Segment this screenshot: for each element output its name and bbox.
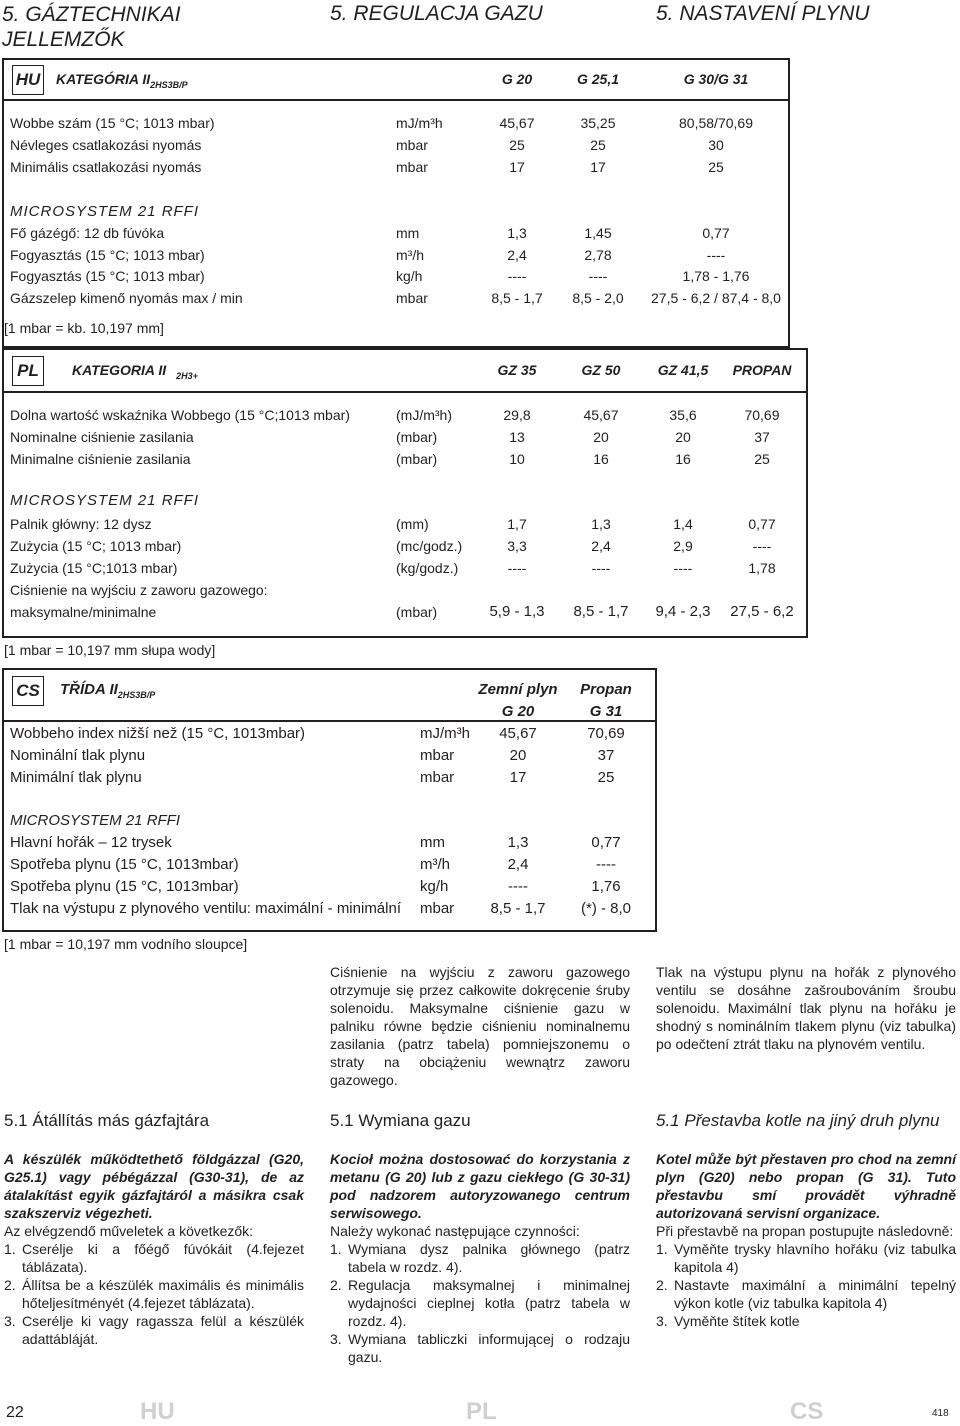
- cs-cell: 8,5 - 1,7: [490, 900, 546, 917]
- cs-cell: 1,3: [507, 834, 529, 851]
- section-lead-hu: A készülék működtethető földgázzal (G20, G25.1) vagy pébégázzal (G30-31), de az átalakítást egyik gázfajtáról a másikra csak szakszerviz végezheti.: [4, 1151, 304, 1221]
- cs-cell: 20: [509, 747, 527, 764]
- header-hu: 5. GÁZTECHNIKAI JELLEMZŐK: [2, 3, 181, 51]
- step-text: Állítsa be a készülék maximális és minimális hőteljesítményét (4.fejezet táblázata).: [22, 1277, 304, 1311]
- section-lead-cs: Kotel může být přestaven pro chod na zemní plyn (G20) nebo propan (G 31). Tuto přestavbu smí provádět výhradně autorizovaná servisní organizace.: [656, 1151, 956, 1221]
- pl-cell: 1,3: [591, 516, 611, 532]
- hu-cell: 80,58/70,69: [679, 115, 753, 131]
- section-intro-cs: Při přestavbě na propan postupujte následovně:: [656, 1223, 954, 1239]
- pl-cell: 0,77: [748, 516, 776, 532]
- hu-row-unit: mm: [396, 225, 420, 241]
- pl-cell: 2,9: [673, 538, 693, 554]
- cs-cell: (*) - 8,0: [580, 900, 631, 917]
- hu-cell: ----: [706, 247, 726, 263]
- step-number: 2.: [330, 1277, 342, 1293]
- hu-cell: 1,78 - 1,76: [682, 268, 750, 284]
- footer-code-hu: HU: [140, 1398, 175, 1425]
- pl-cell: 16: [593, 451, 609, 467]
- pl-col-header: GZ 41,5: [657, 362, 709, 378]
- hu-row-unit: mJ/m³h: [396, 115, 443, 131]
- pl-cell: 1,78: [748, 560, 776, 576]
- step-text: Vyměňte štítek kotle: [674, 1313, 800, 1329]
- pl-col-header: PROPAN: [732, 362, 792, 378]
- section-step-hu: [4, 1276, 304, 1312]
- hu-row-unit: mbar: [396, 159, 428, 175]
- pl-cell: 25: [754, 451, 770, 467]
- step-text: Wymiana dysz palnika głównego (patrz tabela w rozdz. 4).: [348, 1241, 630, 1275]
- pl-cell: 37: [754, 429, 770, 445]
- hu-cell: 35,25: [580, 115, 616, 131]
- pl-cell: 1,7: [507, 516, 527, 532]
- cs-row-unit: mbar: [420, 900, 455, 917]
- pl-cell: ----: [673, 560, 693, 576]
- hu-col-header: G 25,1: [576, 71, 620, 87]
- header-cs: 5. NASTAVENÍ PLYNU: [656, 2, 870, 25]
- pl-cell: 3,3: [507, 538, 527, 554]
- hu-flag: HU: [12, 65, 44, 95]
- cs-row-label: Minimální tlak plynu: [10, 769, 142, 786]
- hu-col-header: G 30/G 31: [683, 71, 749, 87]
- pl-cell: 27,5 - 6,2: [730, 603, 794, 620]
- cs-flag: CS: [12, 676, 44, 706]
- cs-row-unit: mJ/m³h: [420, 725, 470, 742]
- pl-cell: 10: [509, 451, 525, 467]
- section-body-pl: [330, 1150, 630, 1366]
- pl-outlet-label: Ciśnienie na wyjściu z zaworu gazowego:: [10, 582, 268, 598]
- section-step-hu: [4, 1240, 304, 1276]
- footer-code-pl: PL: [466, 1398, 497, 1425]
- pl-row-unit: (mm): [396, 516, 429, 532]
- hu-cell: 25: [509, 137, 525, 153]
- cs-note: [1 mbar = 10,197 mm vodního sloupce]: [4, 936, 248, 952]
- cs-table-divider: [2, 720, 657, 722]
- step-text: Vyměňte trysky hlavního hořáku (viz tabulka kapitola 4): [674, 1241, 956, 1275]
- pl-row-unit: (mc/godz.): [396, 538, 463, 554]
- pl-row-unit: (mbar): [396, 429, 438, 445]
- pl-system-title: MICROSYSTEM 21 RFFI: [10, 492, 200, 509]
- cs-col-header: Propan: [580, 681, 632, 698]
- footer-code-cs: CS: [790, 1398, 824, 1425]
- pl-row-label: Zużycia (15 °C;1013 mbar): [10, 560, 178, 576]
- step-number: 3.: [330, 1331, 342, 1347]
- hu-cell: 17: [509, 159, 525, 175]
- pl-row-label: Zużycia (15 °C; 1013 mbar): [10, 538, 182, 554]
- hu-cell: 0,77: [702, 225, 730, 241]
- hu-row-unit: mbar: [396, 137, 428, 153]
- cs-note-paragraph: Tlak na výstupu plynu na hořák z plynového ventilu se dosáhne zašroubováním šroubu solenoidu. Maximální tlak plynu na hořáku je shodný s nominálním tlakem plynu (viz tabulka) po odečtení ztrát tlaku na plynovém ventilu.: [656, 964, 956, 1052]
- pl-row-label: maksymalne/minimalne: [10, 604, 157, 620]
- hu-category: KATEGÓRIA $II_{2HS3B/P}$: [56, 71, 188, 90]
- pl-category: KATEGORIA II $_{2H3+}$: [72, 362, 198, 381]
- pl-col-header: GZ 50: [581, 362, 621, 378]
- hu-cell: ----: [507, 268, 527, 284]
- step-text: Nastavte maximální a minimální tepelný výkon kotle (viz tabulka kapitola 4): [674, 1277, 956, 1311]
- section-step-cs: [656, 1276, 956, 1312]
- pl-cell: 13: [509, 429, 525, 445]
- section-title-pl: 5.1 Wymiana gazu: [330, 1111, 471, 1130]
- hu-row-unit: m³/h: [396, 247, 424, 263]
- pl-row-unit: (mJ/m³h): [396, 407, 452, 423]
- section-step-hu: [4, 1312, 304, 1348]
- pl-cell: 45,67: [583, 407, 619, 423]
- cs-row-label: Wobbeho index nižší než (15 °C, 1013mbar): [10, 725, 306, 742]
- cs-row-label: Hlavní hořák – 12 trysek: [10, 834, 172, 851]
- hu-row-label: Fő gázégő: 12 db fúvóka: [10, 225, 165, 241]
- pl-cell: 16: [675, 451, 691, 467]
- cs-cell: 25: [597, 769, 615, 786]
- hu-row-label: Fogyasztás (15 °C; 1013 mbar): [10, 247, 205, 263]
- cs-cell: ----: [508, 878, 528, 895]
- cs-cell: 17: [509, 769, 527, 786]
- cs-category: TŘÍDA $II_{2HS3B/P}$: [60, 681, 156, 700]
- hu-cell: 17: [590, 159, 606, 175]
- step-number: 2.: [4, 1277, 16, 1293]
- step-number: 1.: [656, 1241, 668, 1257]
- pl-flag: PL: [12, 356, 44, 386]
- section-step-pl: [330, 1330, 630, 1366]
- hu-col-header: G 20: [501, 71, 533, 87]
- cs-cell: 45,67: [499, 725, 537, 742]
- hu-cell: 1,3: [507, 225, 527, 241]
- step-text: Wymiana tabliczki informującej o rodzaju gazu.: [348, 1331, 630, 1365]
- hu-cell: 1,45: [584, 225, 612, 241]
- cs-cell: 0,77: [591, 834, 621, 851]
- pl-cell: ----: [507, 560, 527, 576]
- section-step-pl: [330, 1276, 630, 1330]
- cs-row-unit: mm: [420, 834, 445, 851]
- hu-system-title: MICROSYSTEM 21 RFFI: [10, 203, 200, 220]
- section-title-hu: 5.1 Átállítás más gázfajtára: [4, 1111, 210, 1130]
- pl-cell: ----: [591, 560, 611, 576]
- step-number: 1.: [4, 1241, 16, 1257]
- cs-cell: 1,76: [591, 878, 621, 895]
- hu-row-label: Fogyasztás (15 °C; 1013 mbar): [10, 268, 205, 284]
- cs-cell: 37: [597, 747, 615, 764]
- hu-table-divider: [2, 99, 790, 101]
- pl-cell: 9,4 - 2,3: [655, 603, 711, 620]
- section-step-cs: [656, 1312, 956, 1330]
- section-title-cs: 5.1 Přestavba kotle na jiný druh plynu: [656, 1111, 940, 1130]
- hu-note: [1 mbar = kb. 10,197 mm]: [4, 320, 164, 336]
- section-body-hu: [4, 1150, 304, 1348]
- cs-row-unit: m³/h: [420, 856, 450, 873]
- hu-cell: 8,5 - 2,0: [572, 290, 624, 306]
- header-pl: 5. REGULACJA GAZU: [330, 2, 543, 25]
- section-step-cs: [656, 1240, 956, 1276]
- pl-cell: 8,5 - 1,7: [573, 603, 629, 620]
- hu-row-label: Minimális csatlakozási nyomás: [10, 159, 202, 175]
- hu-row-unit: mbar: [396, 290, 428, 306]
- hu-cell: 2,4: [507, 247, 527, 263]
- page-number: 22: [6, 1404, 24, 1421]
- pl-cell: 29,8: [503, 407, 531, 423]
- hu-cell: 25: [708, 159, 724, 175]
- pl-row-label: Minimalne ciśnienie zasilania: [10, 451, 191, 467]
- hu-row-label: Gázszelep kimenő nyomás max / min: [10, 290, 243, 306]
- hu-cell: 2,78: [584, 247, 612, 263]
- pl-row-label: Dolna wartość wskaźnika Wobbego (15 °C;1013 mbar): [10, 407, 350, 423]
- cs-system-title: MICROSYSTEM 21 RFFI: [10, 812, 181, 829]
- pl-cell: 20: [675, 429, 691, 445]
- hu-cell: 25: [590, 137, 606, 153]
- cs-cell: ----: [596, 856, 616, 873]
- hu-cell: 27,5 - 6,2 / 87,4 - 8,0: [651, 290, 781, 306]
- cs-col-header-code: G 20: [501, 703, 535, 720]
- pl-row-label: Palnik główny: 12 dysz: [10, 516, 152, 532]
- pl-row-unit: (mbar): [396, 604, 438, 620]
- pl-table-divider: [2, 391, 808, 393]
- cs-row-label: Spotřeba plynu (15 °C, 1013mbar): [10, 878, 239, 895]
- cs-cell: 2,4: [507, 856, 529, 873]
- pl-cell: 2,4: [591, 538, 611, 554]
- section-step-pl: [330, 1240, 630, 1276]
- cs-row-label: Nominální tlak plynu: [10, 747, 146, 764]
- hu-row-label: Wobbe szám (15 °C; 1013 mbar): [10, 115, 215, 131]
- cs-row-label: Tlak na výstupu z plynového ventilu: maximální - minimální: [10, 900, 401, 917]
- cs-row-unit: kg/h: [420, 878, 449, 895]
- step-number: 2.: [656, 1277, 668, 1293]
- section-body-cs: [656, 1150, 956, 1330]
- pl-cell: 70,69: [744, 407, 780, 423]
- hu-cell: ----: [588, 268, 608, 284]
- section-intro-hu: Az elvégzendő műveletek a következők:: [4, 1223, 254, 1239]
- cs-cell: 70,69: [587, 725, 625, 742]
- cs-col-header-code: G 31: [589, 703, 623, 720]
- pl-cell: 5,9 - 1,3: [489, 603, 545, 620]
- section-lead-pl: Kocioł można dostosować do korzystania z metanu (G 20) lub z gazu ciekłego (G 30-31) pod nadzorem autoryzowanego centrum serwisowego.: [330, 1151, 630, 1221]
- pl-cell: 35,6: [669, 407, 697, 423]
- pl-col-header: GZ 35: [497, 362, 537, 378]
- step-text: Cserélje ki a főégő fúvókáit (4.fejezet táblázata).: [22, 1241, 304, 1275]
- cs-row-unit: mbar: [420, 747, 455, 764]
- pl-cell: 1,4: [673, 516, 693, 532]
- step-text: Regulacja maksymalnej i minimalnej wydajności cieplnej kotła (patrz tabela w rozdz. 4).: [348, 1277, 630, 1329]
- pl-row-unit: (mbar): [396, 451, 438, 467]
- cs-col-header: Zemní plyn: [478, 681, 558, 698]
- pl-note: [1 mbar = 10,197 mm słupa wody]: [4, 642, 216, 658]
- hu-cell: 30: [708, 137, 724, 153]
- cs-row-label: Spotřeba plynu (15 °C, 1013mbar): [10, 856, 239, 873]
- pl-cell: ----: [752, 538, 772, 554]
- pl-cell: 20: [593, 429, 609, 445]
- step-number: 3.: [4, 1313, 16, 1329]
- hu-cell: 8,5 - 1,7: [491, 290, 543, 306]
- hu-cell: 45,67: [499, 115, 535, 131]
- hu-row-unit: kg/h: [396, 268, 423, 284]
- step-text: Cserélje ki vagy ragassza felül a készülék adattábláját.: [22, 1313, 304, 1347]
- hu-row-label: Névleges csatlakozási nyomás: [10, 137, 202, 153]
- step-number: 3.: [656, 1313, 668, 1329]
- pl-row-unit: (kg/godz.): [396, 560, 459, 576]
- step-number: 1.: [330, 1241, 342, 1257]
- cs-row-unit: mbar: [420, 769, 455, 786]
- pl-row-label: Nominalne ciśnienie zasilania: [10, 429, 194, 445]
- page-ref: 418: [932, 1408, 949, 1419]
- section-intro-pl: Należy wykonać następujące czynności:: [330, 1223, 580, 1239]
- pl-note-paragraph: Ciśnienie na wyjściu z zaworu gazowego otrzymuje się przez całkowite dokręcenie śruby solenoidu. Maksymalne ciśnienie gazu w palniku równe będzie ciśnieniu nominalnemu zasilania (patrz tabela) pomniejszonemu o straty na obciążeniu wewnątrz zaworu gazowego.: [330, 964, 630, 1088]
